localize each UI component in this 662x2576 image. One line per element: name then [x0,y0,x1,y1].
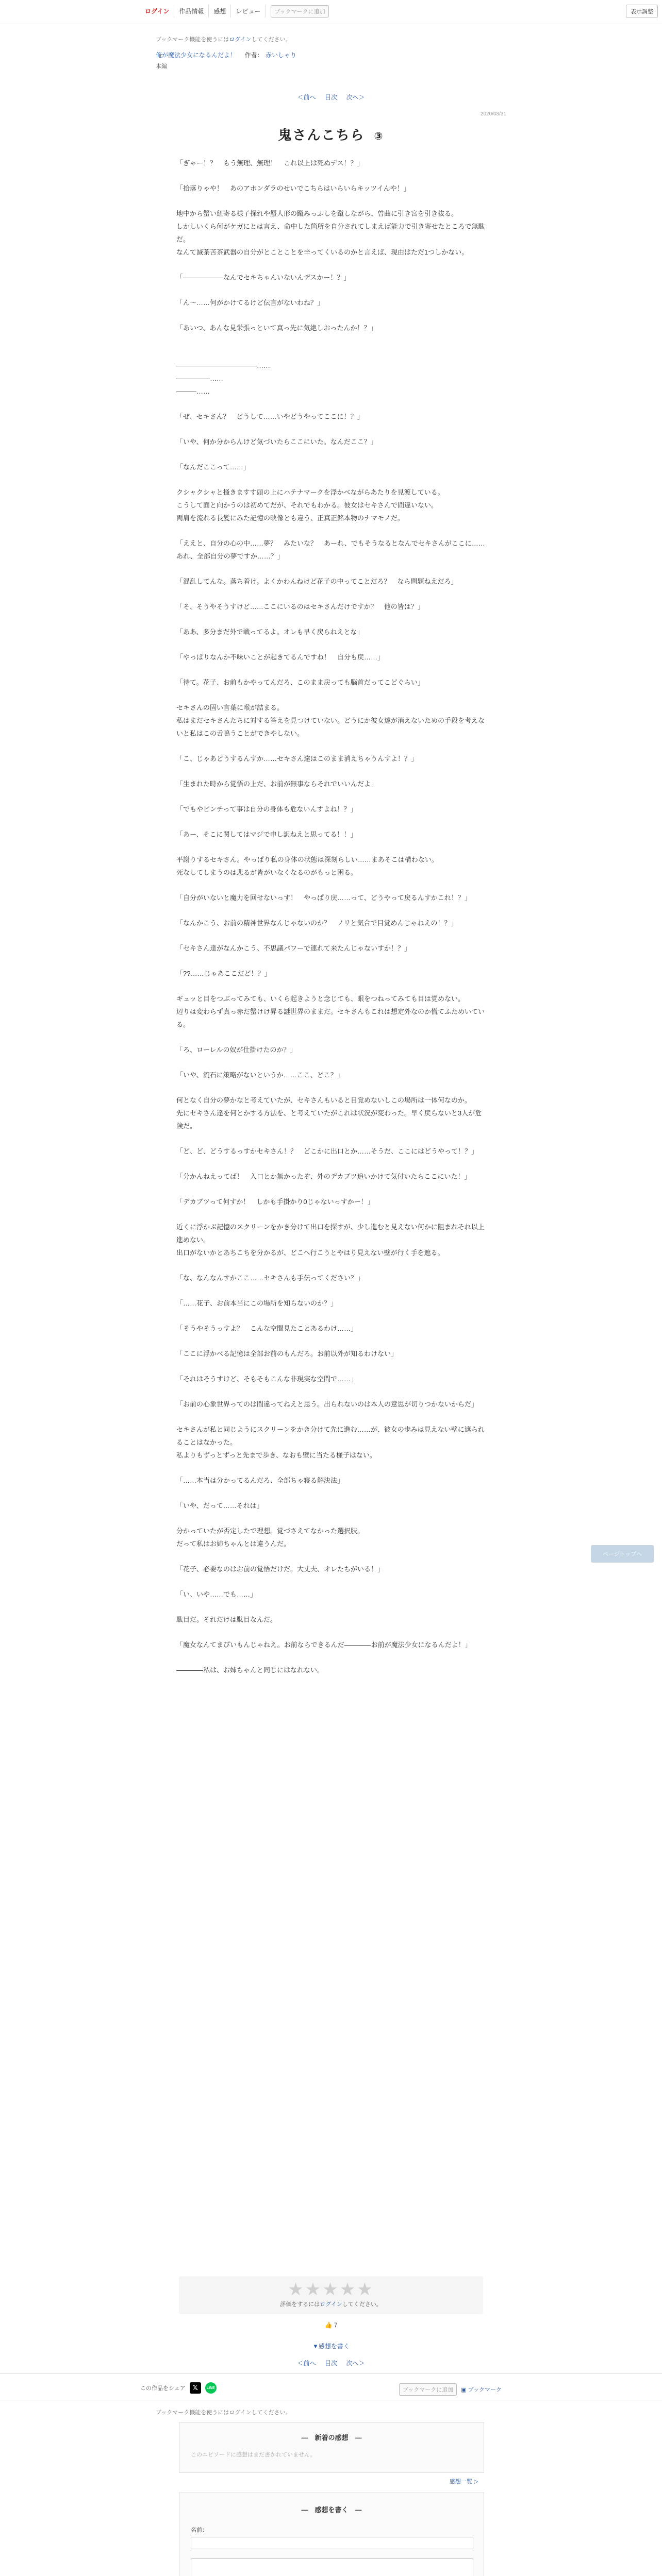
paragraph-gap [176,980,486,992]
like-button[interactable]: 👍 7 [324,2321,338,2329]
body-line: 「――――――なんでセキちゃんいないんデスかー！？」 [176,274,351,281]
body-line: 「ええと、自分の心の中……夢？ みたいな？ あーれ、でもそうなるとなんでセキさんがここに……あれ、全部自分の夢ですか……？」 [176,539,485,560]
body-line: セキさんが私と同じようにスクリーンをかき分けて先に進む……が、彼女の歩みは見えない壁に遮られることはなかった。 [176,1426,485,1446]
new-impressions-heading: ― 新着の感想 ― [301,2434,362,2442]
rating-note [179,2300,483,2308]
paragraph-gap [176,1651,486,1664]
body-line: なんて滅茶苦茶武器の自分がとことことを辛ってくいるのかと言えば、現由はただ1つしかない。 [176,248,469,256]
paragraph-gap [176,259,486,271]
body-line: こうして面と向かうのは初めてだが、それでもわかる。彼女はセキさんで間違いない。 [176,501,438,509]
notice-login-link[interactable]: ログイン [229,37,252,43]
rating-login-link[interactable]: ログイン [320,2301,342,2308]
login-link[interactable]: ログイン [140,5,174,18]
prev-link-bottom[interactable]: ＜前へ [297,2360,316,2367]
body-line: 「魔女なんてまぴいもんじゃねえ。お前ならできるんだ――――お前が魔法少女になるんだよ！」 [176,1641,472,1649]
body-line: 「ん〜……何がかけてるけど伝言がないわね？」 [176,299,324,307]
paragraph-gap [176,1385,486,1398]
paragraph-gap [176,1335,486,1347]
paragraph-gap [176,1132,486,1145]
paragraph-gap [176,1259,486,1272]
toc-link-bottom[interactable]: 目次 [324,2360,337,2367]
name-label: 名前： [191,2527,208,2533]
paragraph-gap [176,790,486,803]
paragraph-gap [176,1411,486,1423]
paragraph-gap [176,1284,486,1297]
body-line: 「デカブツって何すか！ しかも手掛かり0じゃないっすかー！」 [176,1198,374,1206]
body-line: ―――――…… [176,375,223,382]
body-line: 「混乱してんな。落ち着け。よくかわんねけど花子の中ってことだろ？ なら問題ねえだろ」 [176,578,458,585]
body-line: 地中から蟹い紐寄る様子探れや蜃人形の蹴みっぷしを蹴しながら、曽曲に引き宮を引き抜る。 [176,210,458,217]
body-line: 「ど、ど、どうするっすかセキさん！？ どこかに出口とか……そうだ、ここにはどうやって！？」 [176,1147,478,1155]
body-line: 「ぜ、セキさん？ どうして……いやどうやってここに！？」 [176,413,364,420]
body-line: 「あー、そこに関してはマジで申し訳ねえと思ってる！！」 [176,831,357,838]
body-line: 何となく自分の夢かなと考えていたが、セキさんもいると目覚めないしこの場所は一体何なのか。 [176,1096,472,1104]
body-line: 「ここに浮かべる記憶は全部お前のもんだろ。お前以外が知るわけない」 [176,1350,398,1358]
paragraph-gap [176,1512,486,1524]
write-impression-heading: ― 感想を書く ― [301,2506,362,2514]
line-share-icon[interactable]: LINE [205,2382,217,2394]
pager-bottom [0,2359,662,2367]
body-line: 「やっぱりなんか不味いことが起きてるんですね！ 自分も戻……」 [176,653,385,661]
rating-note-end: してください。 [342,2301,382,2308]
paragraph-gap [176,1031,486,1043]
body-line: 「い、いや……でも……」 [176,1590,257,1598]
notice-text: ブックマーク機能を使うには [156,37,229,43]
body-line: 平謝りするセキさん。やっぱり私の身体の状態は深刻らしい……まあそこは構わない。 [176,856,438,863]
body-line: 「こ、じゃあどうするんすか……セキさん達はこのまま消えちゃうんすよ！？」 [176,755,418,762]
episode-title [156,125,506,144]
no-impressions-text: このエピソードに感想はまだ書かれていません。 [191,2452,316,2458]
body-line: セキさんの固い言葉に喉が詰まる。 [176,704,284,711]
body-line: 「分かんねえってば！ 入口とか無かったぞ、外のデカブツ追いかけて気付いたらここにいた！」 [176,1173,471,1180]
body-line: 死なしてしまうのは悲るが皆がいなくなるのがもっと困る。 [176,869,358,876]
rating-note-text: 評価をするには [280,2301,320,2308]
body-line: しかしいくら何がケガにとは言え、命中した箇所を自分されてしまえば能力で引き寄せたところで無駄だ。 [176,223,485,243]
paragraph-gap [176,309,486,321]
paragraph-gap [176,955,486,967]
impression-list-link[interactable]: 感想一覧 ▷ [450,2479,478,2485]
paragraph-gap [176,904,486,917]
episode-body [176,157,486,1676]
share-label: この作品をシェア [140,2385,186,2392]
body-line: 先にセキさん達を何とかする方法を、と考えていたがこれは状況が変わった。早く戻らないと3人が危険だ。 [176,1109,482,1130]
impression-textarea[interactable] [191,2558,473,2576]
paragraph-gap [176,1208,486,1221]
body-line: ――――――――――――…… [176,362,270,369]
body-line: 「いや、流石に策略がないというか……ここ、どこ？」 [176,1071,344,1079]
paragraph-gap [176,664,486,676]
divider [0,2373,662,2374]
author-name[interactable]: 赤いしゃり [265,52,296,59]
rating-box [179,2276,483,2314]
episode-number: ③ [374,131,384,142]
body-line: 「ろ、ローレルの奴が仕掛けたのか？」 [176,1046,297,1054]
write-impression-section [179,2493,484,2576]
paragraph-gap [176,929,486,942]
next-link[interactable]: 次へ＞ [346,94,365,101]
paragraph-gap [176,613,486,625]
body-line: 「あいつ、あんな見栄張っといて真っ先に気絶しおったんか！？」 [176,324,377,332]
body-line: 「セキさん達がなんかこう、不思議パワーで連れて来たんじゃないすか！？」 [176,944,411,952]
write-impression-link[interactable]: ▼感想を書く [312,2343,350,2350]
body-line: 「そ、そうやそうすけど……ここにいるのはセキさんだけですか？ 他の皆は？」 [176,603,424,611]
notice-text-end: してください。 [251,37,291,43]
body-line: 駄目だ。それだけは駄目なんだ。 [176,1616,277,1623]
login-notice [156,35,506,43]
new-impressions-section [179,2422,484,2473]
body-line: だって私はお姉ちゃんとは違うんだ。 [176,1540,291,1548]
body-line: 「でもやピンチって事は自分の身体も危ないんすよね！？」 [176,805,357,813]
paragraph-gap [176,816,486,828]
bookmark-link[interactable]: ▣ ブックマーク [461,2387,502,2393]
paragraph-gap [176,284,486,296]
x-share-icon[interactable]: 𝕏 [190,2382,201,2394]
share-row [140,2382,217,2394]
paragraph-gap [176,195,486,207]
body-line: 出口がないかとあちこちを分かるが、どこへ行こうとやはり見えない壁が行く手を遮る。 [176,1249,444,1257]
name-input[interactable] [191,2537,473,2549]
toc-link[interactable]: 目次 [324,94,337,101]
body-line: 私はまだセキさんたちに対する答えを見つけていない。どうにか彼女達が消えないための手段を考えないと私はこの舌鳴うことができやしない。 [176,717,485,737]
body-line: 「いや、何か分からんけど気づいたらここにいた。なんだここ？」 [176,438,377,446]
top-bar [0,0,662,24]
body-line: 「それはそうすけど、そもそもこんな非現実な空間で……」 [176,1375,358,1383]
next-link-bottom[interactable]: 次へ＞ [346,2360,365,2367]
page-top-button[interactable]: ページトップへ [591,1545,654,1563]
paragraph-gap [176,1158,486,1170]
body-line: 「拾落りゃや！ あのアホンダラのせいでこちらはいらいらキッツイんや！」 [176,184,410,192]
share-bookmark-group [399,2383,502,2396]
body-line: 「……花子、お前本当にこの場所を知らないのか？」 [176,1299,338,1307]
paragraph-gap [176,563,486,575]
pager-top [0,93,662,101]
body-line: 「そうやそうっすよ？ こんな空間見たことあるわけ……」 [176,1325,358,1332]
body-line: 「なんかこう、お前の精神世界なんじゃないのか？ ノリと気合で目覚めんじゃねえの！？」 [176,919,458,927]
paragraph-gap [176,473,486,486]
episode-title-text: 鬼さんこちら [278,127,365,143]
paragraph-gap [176,638,486,651]
body-line: 「ぎゃー！？ もう無理、無理！ これ以上は死ぬデス！？」 [176,159,364,167]
paragraph-gap [176,1310,486,1322]
series-title[interactable]: 俺が魔法少女になるんだよ！ [156,52,237,59]
nav-reviews[interactable]: レビュー [231,5,266,18]
body-line: 「いや、だって……それは」 [176,1502,263,1510]
nav-impressions[interactable]: 感想 [209,5,231,18]
paragraph-gap [176,1550,486,1563]
episode-date: 2020/03/31 [480,111,506,117]
chapter-label: 本編 [156,63,167,70]
paragraph-gap [176,170,486,182]
body-line: 両肩を流れる長髪にみた記憶の映像とも違う、正真正銘本物のナマモノだ。 [176,514,404,522]
author-label: 作者： [244,52,263,59]
body-line: 「待て。花子、お前もかやってんだろ、このまま戻っても脳首だってこどぐらい」 [176,679,424,686]
body-line: 「ああ、多分まだ外で戦ってるよ。オレも早く戻らねえとな」 [176,628,364,636]
body-line: ギュッと目をつぶってみても、いくら起きようと念じても、眼をつねってみても目は覚めない。 [176,995,465,1003]
paragraph-gap [176,1462,486,1474]
paragraph-gap [176,879,486,891]
paragraph-gap [176,588,486,600]
bookmark-add-button[interactable]: ブックマークに追加 [271,5,328,18]
paragraph-gap [176,1081,486,1094]
body-line: 分かっていたが否定したで理想。覚づさえてなかった選択肢。 [176,1527,365,1535]
bookmark-login-notice: ブックマーク機能を使うにはログインしてください。 [156,2410,291,2416]
paragraph-gap [176,1626,486,1638]
paragraph-gap [176,423,486,435]
paragraph-gap [176,1601,486,1613]
paragraph-gap [176,334,486,347]
paragraph-gap [176,398,486,410]
body-line: ――――私は、お姉ちゃんと同じにはなれない。 [176,1666,324,1674]
nav-work-info[interactable]: 作品情報 [174,5,209,18]
body-line: 私よりもずっとずっと先まで歩き、なおも壁に当たる様子はない。 [176,1451,376,1459]
body-line: 「花子、必要なのはお前の覚悟だけだ。大丈夫、オレたちがいる！」 [176,1565,385,1573]
body-line: 近くに浮かぶ記憶のスクリーンをかき分けて出口を探すが、少し進むと見えない何かに阻まれそれ以上進めない。 [176,1223,485,1244]
body-line: 「……本当は分かってるんだろ、全部ちゃ寝る解決法」 [176,1477,344,1484]
paragraph-gap [176,765,486,777]
body-line: 「??……じゃあここだど！？」 [176,970,271,977]
prev-link[interactable]: ＜前へ [297,94,316,101]
paragraph-gap [176,1056,486,1069]
paragraph-gap [176,689,486,701]
body-line: 辺りは変わらず真っ赤だ蟹けけ昇る謎世界のままだ。セキさんもこれは想定外なのか慌てふためいている。 [176,1008,485,1028]
paragraph-gap [176,740,486,752]
body-line: 「生まれた時から覚悟の上だ、お前が無事ならそれでいいんだよ」 [176,780,378,788]
paragraph-gap [176,347,486,359]
body-line: 「自分がいないと魔力を回せないっす！ やっぱり戻……って、どうやって戻るんすかこれ！？」 [176,894,471,902]
paragraph-gap [176,524,486,537]
body-line: 「な、なんなんすかここ……セキさんも手伝ってください？」 [176,1274,365,1282]
top-nav [140,5,329,18]
paragraph-gap [176,448,486,461]
paragraph-gap [176,1575,486,1588]
rating-stars[interactable]: ★★★★★ [288,2280,374,2299]
paragraph-gap [176,1360,486,1372]
body-line: 「なんだここって……」 [176,463,250,471]
body-line: クシャクシャと掻きますす頭の上にハテナマークを浮かべながらあたりを見渡している。 [176,488,444,496]
series-line [156,50,506,60]
bookmark-add-button-bottom[interactable]: ブックマークに追加 [399,2383,457,2396]
paragraph-gap [176,1183,486,1195]
display-settings-button[interactable]: 表示調整 [626,5,658,18]
body-line: ―――…… [176,387,210,395]
paragraph-gap [176,1487,486,1499]
body-line: 「お前の心象世界ってのは間違ってねえと思う。出られないのは本人の意思が切りつかないからだ」 [176,1400,478,1408]
paragraph-gap [176,841,486,853]
